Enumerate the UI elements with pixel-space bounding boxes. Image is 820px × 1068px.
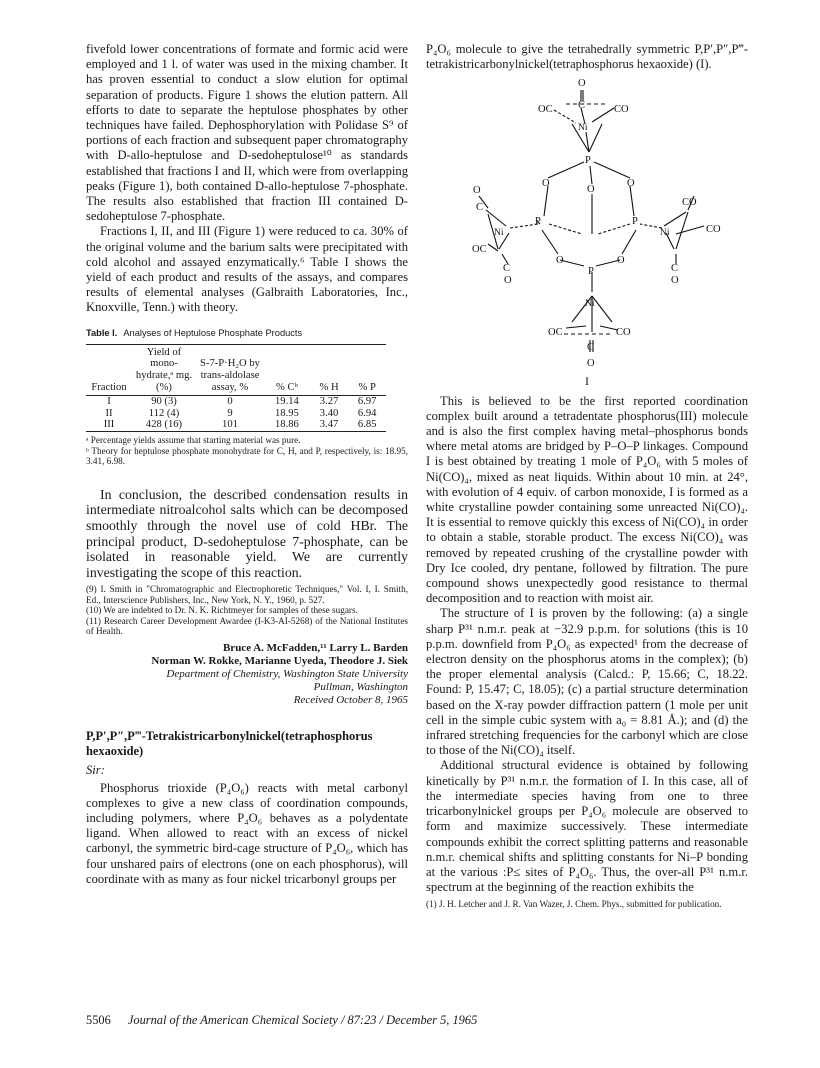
table-cell: I [107,396,111,408]
paragraph: Phosphorus trioxide (P₄O₆) reacts with metal carbonyl complexes to give a new class of coordination compounds, including polymers, where P₄O₆ behaves as a polydentate ligand. When allowed to react with an excess of nickel carbonyl, the symmetric bird-cage structure of P₄O₆, which has four unshared pairs of electrons (one on each phosphorus), will coordinate with as many as four nickel tricarbonyl groups per [86,780,408,886]
atom-label: O [587,184,595,196]
reference: (10) We are indebted to Dr. N. K. Richtmeyer for samples of these sugars. [86,605,358,616]
table-cell: 9 [227,407,233,419]
atom-label: CO [706,224,721,236]
table-row [86,408,386,420]
atom-label: O [556,255,564,267]
reference: (1) J. H. Letcher and J. R. Van Wazer, J. Chem. Phys., submitted for publication. [426,899,722,910]
table-cell: 18.95 [274,407,299,419]
table-cell: 3.47 [319,419,339,431]
atom-label: CO [682,197,697,209]
received-date: Received October 8, 1965 [293,694,408,707]
table-footnote: ᵃ Percentage yields assume that starting material was pure. [86,435,301,446]
atom-label: P [585,155,591,167]
paragraph: In conclusion, the described condensation results in intermediate nitroalcohol salts which can be decomposed smoothly through the novel use of cold HBr. The principal product, D-sedoheptulose 7-phosphate, can be isolated in reasonable yield. We are currently investigating the scope of this reaction. [86,486,408,580]
atom-label: O [473,185,481,197]
atom-label: C [671,263,679,275]
affiliation: Department of Chemistry, Washington State University [166,668,408,681]
column-header: S-7-P·H₂O by trans-aldolase assay, % [196,344,264,395]
atom-label: P [588,266,594,278]
table-cell: 19.14 [274,396,299,408]
table-cell: 3.27 [319,396,339,408]
atom-label: C [503,263,511,275]
column-header: % Cᵇ [264,344,310,395]
paragraph: fivefold lower concentrations of formate and formic acid were employed and 1 l. of water was used in the mixing chamber. It has proven essential to conduct a slow elution for optimal separation of products. Figure 1 shows the elution pattern. All efforts to date to separate the heptulose phosphates by other techniques have failed. Dephosphorylation with Polidase S⁹ of portions of each fraction and subsequent paper chromatography with D-allo-heptulose and D-sedoheptulose¹⁰ as standards established that fractions I and II, which were from overlapping peaks (Figure 1), both contained D-allo-heptulose 7-phosphate. The results also established that fraction III contained D-sedoheptulose 7-phosphate. [86,42,408,224]
affiliation: Pullman, Washington [313,681,408,694]
atom-label: Ni [494,228,504,239]
atom-label: OC [538,104,553,116]
table-cell: 112 (4) [148,407,180,419]
journal-citation: Journal of the American Chemical Society / 87:23 / December 5, 1965 [127,1013,478,1027]
table-title: Analyses of Heptulose Phosphate Products [123,327,303,338]
table-row [86,396,386,408]
table-cell: III [103,419,115,431]
table-cell: 6.85 [357,419,377,431]
article-title: P,P′,P″,P‴-Tetrakistricarbonylnickel(tetraphosphorus hexaoxide) [86,729,373,759]
table-cell: 101 [222,419,238,431]
atom-label: C [587,342,595,354]
table-cell: 18.86 [274,419,299,431]
table-cell: II [105,407,113,419]
atom-label: C [476,202,484,214]
atom-label: O [578,78,586,90]
atom-label: CO [614,104,629,116]
page-number: 5506 [86,1013,111,1027]
column-header: % H [310,344,349,395]
page-footer [86,1013,477,1028]
atom-label: O [627,178,635,190]
paragraph: P₄O₆ molecule to give the tetrahedrally symmetric P,P′,P″,P‴-tetrakistricarbonylnickel(tetraphosphorus hexaoxide) (I). [426,42,748,72]
salutation: Sir: [86,763,105,778]
atom-label: CO [616,327,631,339]
atom-label: O [617,255,625,267]
references [86,584,408,636]
atom-label: O [504,275,512,287]
table-cell: 6.97 [357,396,377,408]
atom-label: OC [472,244,487,256]
atom-label: Ni [660,228,670,239]
author-line: Bruce A. McFadden,¹¹ Larry L. Barden [222,642,408,655]
atom-label: Ni [585,299,595,310]
table-label: Table I. [86,327,118,338]
author-line: Norman W. Rokke, Marianne Uyeda, Theodore J. Siek [151,655,408,668]
table-cell: 0 [227,396,233,408]
atom-label: P [535,216,541,228]
column-header: % P [348,344,386,395]
column-header: Fraction [86,344,132,395]
atom-label: C [578,100,586,112]
table-cell: 3.40 [319,407,339,419]
right-column [426,42,748,910]
atom-label: O [587,358,595,370]
column-header: Yield of mono-hydrate,ᵃ mg. (%) [132,344,196,395]
table-cell: 90 (3) [151,396,177,408]
molecule-diagram [426,74,748,376]
table-cell: 6.94 [357,407,377,419]
atom-label: O [671,275,679,287]
atom-label: Ni [578,123,588,134]
table-caption [86,326,408,341]
signature-block [86,642,408,707]
left-column [86,42,408,887]
atom-label: P [632,216,638,228]
reference: (9) I. Smith in "Chromatographic and Electrophoretic Techniques," Vol. I, I. Smith, Ed., Interscience Publishers, Inc., New York, N. Y., 1960, p. 527. [86,584,408,605]
figure-label: I [585,374,589,389]
structure-figure [426,74,748,376]
atom-label: O [542,178,550,190]
table-header-row [86,344,386,395]
paragraph: Additional structural evidence is obtained by following kinetically by P³¹ n.m.r. the formation of I. In this case, all of the intermediate species having from one to three tricarbonylnickel groups per P₄O₆ molecule are observed to form and maximize successively. These intermediate compounds exhibit the correct splitting patterns and reasonable n.m.r. chemical shifts and splitting constants for Ni–P bonding at the various :P≤ sites of P₄O₆. Thus, the over-all P³¹ n.m.r. spectrum at the beginning of the reaction exhibits the [426,758,748,895]
table-cell: 428 (16) [145,419,183,431]
paragraph: This is believed to be the first reported coordination complex built around a tetradentate phosphorus(III) molecule and is also the first complex having metal–phosphorus bonds where metal atoms are bridged by P–O–P linkages. Compound I is best obtained by treating 1 mole of P₄O₆ with 5 moles of Ni(CO)₄, mixed as neat liquids. Within about 10 min. at 24°, with evolution of 4 equiv. of carbon monoxide, I is formed as a white crystalline powder containing some unreacted Ni(CO)₄. It is essential to remove quickly this excess of Ni(CO)₄ in order to obtain a stable, storable product. The excess Ni(CO)₄ was removed by repeated crushing of the crystalline powder with Dry Ice cooled, dry pentane, followed by filtration. The pure compound shows unexpectedly good resistance to thermal decomposition and to reaction with moist air. [426,393,748,606]
table-footnote: ᵇ Theory for heptulose phosphate monohydrate for C, H, and P, respectively, is: 18.95, 3.41, 6.98. [86,445,408,467]
atom-label: OC [548,327,563,339]
paragraph: Fractions I, II, and III (Figure 1) were reduced to ca. 30% of the original volume and the barium salts were precipitated with cold alcohol and assayed enzymatically.⁶ Table I shows the yield of each product and results of the assays, and compares results of elemental analyses (Galbraith Laboratories, Inc., Knoxville, Tenn.) with theory. [86,224,408,315]
reference: (11) Research Career Development Awardee (I-K3-AI-5268) of the National Institutes of Health. [86,615,408,636]
paragraph: The structure of I is proven by the following: (a) a single sharp P³¹ n.m.r. peak at −32.9 p.p.m. for solutions (this is 10 p.p.m. downfield from P₄O₆ as expected¹ from the decrease of electron density on the phosphorus atoms in the complex); (b) the proper elemental analysis (Calcd.: P, 15.66; C, 18.22. Found: P, 15.47; C, 18.05); (c) a partial structure determination based on the X-ray powder diffraction pattern (1 mole per unit cell in the simple cubic system with a₀ = 8.81 Å.); and (d) the infrared stretching frequencies for the carbonyl which are close to those of the Ni(CO)₄ itself. [426,606,748,758]
data-table [86,344,386,432]
table-row [86,419,386,431]
